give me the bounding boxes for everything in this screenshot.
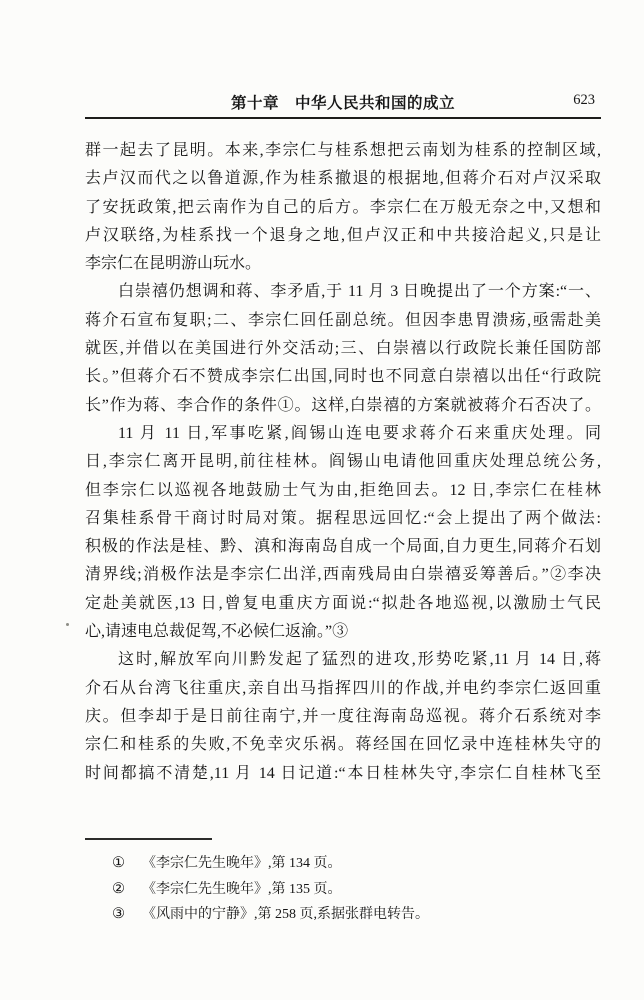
chapter-title: 第十章 中华人民共和国的成立 [230,95,455,112]
body-line: 长。”但蒋介石不赞成李宗仁出国,同时也不同意白崇禧以出任“行政院 [85,368,601,386]
body-line: 了安抚政策,把云南作为自己的后方。李宗仁在万般无奈之中,又想和 [85,198,601,216]
body-line: 去卢汉而代之以鲁道源,作为桂系撤退的根据地,但蒋介石对卢汉采取 [85,170,601,188]
body-line: 定赴美就医,13 日,曾复电重庆方面说:“拟赴各地巡视,以激励士气民 [85,594,601,612]
body-line: 召集桂系骨干商讨时局对策。据程思远回忆:“会上提出了两个做法: [85,509,601,527]
footnote-item [85,851,601,877]
scan-speck [66,623,69,626]
body-line: 庆。但李却于是日前往南宁,并一度往海南岛巡视。蒋介石系统对李 [85,707,601,725]
body-line: 11 月 11 日,军事吃紧,阎锡山连电要求蒋介石来重庆处理。同 [118,424,601,442]
footnote-text: 《李宗仁先生晚年》,第 134 页。 [142,856,342,871]
header-rule [85,117,601,119]
body-line: 就医,并借以在美国进行外交活动;三、白崇禧以行政院长兼任国防部 [85,340,601,358]
footnotes [85,851,601,928]
footnote-text: 《李宗仁先生晚年》,第 135 页。 [142,881,342,897]
body-line: 心,请速电总裁促驾,不必候仁返渝。”③ [85,623,349,641]
body-line: 清界线;消极作法是李宗仁出洋,西南残局由白崇禧妥筹善后。”②李决 [85,566,601,584]
footnote-marker: ② [112,880,125,897]
footnote-text: 《风雨中的宁静》,第 258 页,系据张群电转告。 [142,907,429,923]
body-line: 日,李宗仁离开昆明,前往桂林。阎锡山电请他回重庆处理总统公务, [85,453,601,471]
footnote-marker: ③ [112,906,125,923]
body-line: 时间都搞不清楚,11 月 14 日记道:“本日桂林失守,李宗仁自桂林飞至 [85,764,601,782]
body-line: 积极的作法是桂、黔、滇和海南岛自成一个局面,自力更生,同蒋介石划 [85,538,601,556]
footnote-item [85,877,601,903]
body-line: 群一起去了昆明。本来,李宗仁与桂系想把云南划为桂系的控制区域, [85,142,601,159]
page-number: 623 [573,92,595,108]
footnote-item [85,902,601,928]
page-header [85,91,601,113]
body-line: 长”作为蒋、李合作的条件①。这样,白崇禧的方案就被蒋介石否决了。 [85,396,601,414]
footnote-separator [85,838,212,840]
body-line: 宗仁和桂系的失败,不免幸灾乐祸。蒋经国在回忆录中连桂林失守的 [85,736,601,754]
body-line: 但李宗仁以巡视各地鼓励士气为由,拒绝回去。12 日,李宗仁在桂林 [85,481,601,499]
body-line: 卢汉联络,为桂系找一个退身之地,但卢汉正和中共接洽起义,只是让 [85,226,601,244]
footnote-marker: ① [112,855,125,871]
body-line: 蒋介石宣布复职;二、李宗仁回任副总统。但因李患胃溃疡,亟需赴美 [85,311,601,329]
body-line: 这时,解放军向川黔发起了猛烈的进攻,形势吃紧,11 月 14 日,蒋 [118,651,601,669]
body-line: 李宗仁在昆明游山玩水。 [85,255,262,273]
body-line: 白崇禧仍想调和蒋、李矛盾,于 11 月 3 日晚提出了一个方案:“一、 [118,283,601,301]
body-text [85,137,601,788]
body-line: 介石从台湾飞往重庆,亲自出马指挥四川的作战,并电约李宗仁返回重 [85,679,601,697]
